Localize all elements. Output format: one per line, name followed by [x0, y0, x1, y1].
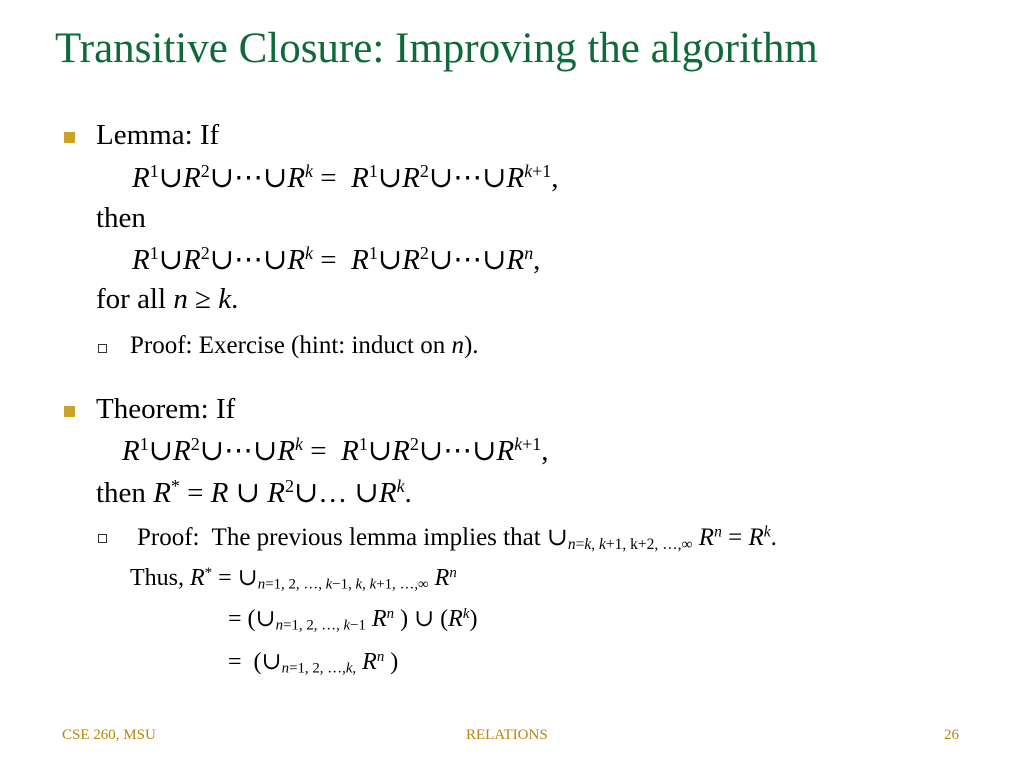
lemma-equation-1: $R^1\cup R^2\cup\cdots\cup R^k$ = $R^1\cup R^2\cup\cdots\cup R^{k+1}$,	[132, 161, 559, 194]
lemma-then: then	[96, 202, 146, 234]
lemma-for-all: for all n ≥ k.	[96, 283, 239, 315]
lemma-equation-2: $R^1\cup R^2\cup\cdots\cup R^k$ = $R^1\cup R^2\cup\cdots\cup R^n$,	[132, 243, 541, 276]
sub-bullet-icon	[98, 534, 107, 543]
bullet-square-icon	[64, 406, 75, 417]
theorem-thus-line-3: = ($\cup_{n=1, 2, \dots,k,}$ $R^n$ )	[228, 648, 399, 677]
theorem-thus-line-1: Thus, $R^* = \cup_{n=1, 2, \dots, k-1, k, k+1, \dots,\infty}$ $R^n$	[130, 564, 457, 593]
theorem-then: then R* = R ∪ $R^2\cup\dots$ $\cup R^k$.	[96, 476, 412, 509]
theorem-thus-line-2: = ($\cup_{n=1, 2, \dots, k-1}$ $R^n$ ) ∪ $(R^k)$	[228, 605, 478, 634]
footer-course: CSE 260, MSU	[62, 727, 156, 743]
lemma-proof: Proof: Exercise (hint: induct on n).	[130, 332, 479, 359]
footer-page-number: 26	[944, 727, 959, 743]
theorem-proof: Proof: The previous lemma implies that $\cup_{n=k, k+1, k+2, \dots,\infty}$ $R^n = R^k$.	[137, 523, 777, 553]
theorem-heading: Theorem: If	[96, 393, 236, 425]
bullet-square-icon	[64, 132, 75, 143]
sub-bullet-icon	[98, 344, 107, 353]
footer-topic: RELATIONS	[466, 727, 548, 743]
slide-title: Transitive Closure: Improving the algorithm	[55, 25, 818, 72]
lemma-heading: Lemma: If	[96, 119, 220, 151]
theorem-equation: $R^1\cup R^2\cup\cdots\cup R^k$ = $R^1\cup R^2\cup\cdots\cup R^{k+1}$,	[122, 434, 549, 467]
